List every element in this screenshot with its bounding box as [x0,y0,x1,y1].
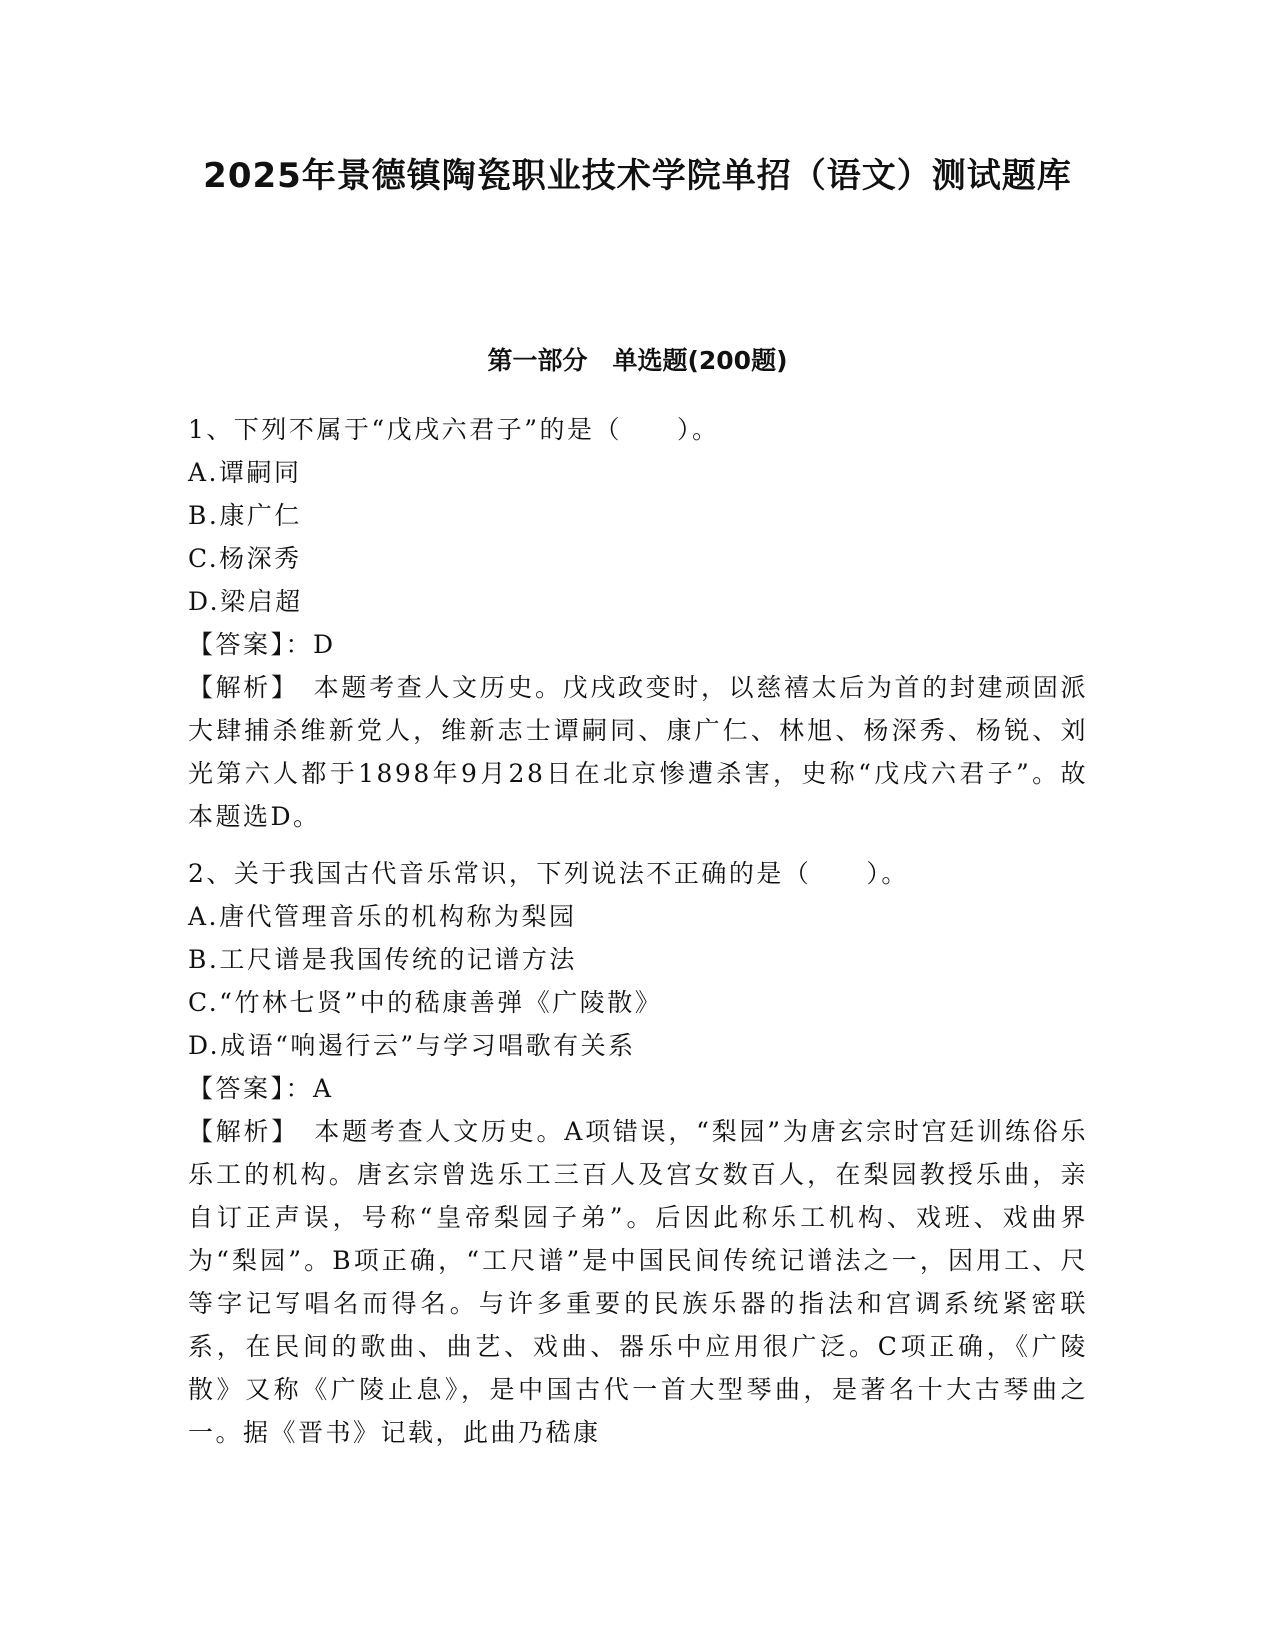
option-b: B.工尺谱是我国传统的记谱方法 [188,945,577,974]
document-title: 2025年景德镇陶瓷职业技术学院单招（语文）测试题库 [203,156,1072,196]
section-title: 第一部分 单选题(200题) [487,346,788,375]
answer: 【答案】：D [188,630,336,659]
option-c: C.“竹林七贤”中的嵇康善弹《广陵散》 [188,988,663,1017]
question-stem: 1、下列不属于“戊戌六君子”的是（ ）。 [188,415,720,444]
answer: 【答案】：A [188,1074,334,1103]
question-2 [188,852,1088,1454]
question-stem: 2、关于我国古代音乐常识，下列说法不正确的是（ ）。 [188,859,909,888]
option-a: A.唐代管理音乐的机构称为梨园 [188,902,577,931]
option-a: A.谭嗣同 [188,458,302,487]
explanation: 【解析】 本题考查人文历史。戊戌政变时，以慈禧太后为首的封建顽固派大肆捕杀维新党人，维新志士谭嗣同、康广仁、林旭、杨深秀、杨锐、刘光第六人都于1898年9月28日在北京惨遭杀害，史称“戊戌六君子”。故本题选D。 [188,673,1088,831]
option-d: D.梁启超 [188,587,303,616]
option-c: C.杨深秀 [188,544,302,573]
explanation: 【解析】 本题考查人文历史。A项错误，“梨园”为唐玄宗时宫廷训练俗乐乐工的机构。唐玄宗曾选乐工三百人及宫女数百人，在梨园教授乐曲，亲自订正声误，号称“皇帝梨园子弟”。后因此称乐工机构、戏班、戏曲界为“梨园”。B项正确，“工尺谱”是中国民间传统记谱法之一，因用工、尺等字记写唱名而得名。与许多重要的民族乐器的指法和宫调系统紧密联系，在民间的歌曲、曲艺、戏曲、器乐中应用很广泛。C项正确，《广陵散》又称《广陵止息》，是中国古代一首大型琴曲，是著名十大古琴曲之一。据《晋书》记载，此曲乃嵇康 [188,1117,1088,1447]
question-list [188,408,1088,1454]
option-b: B.康广仁 [188,501,302,530]
option-d: D.成语“响遏行云”与学习唱歌有关系 [188,1031,636,1060]
question-1 [188,408,1088,838]
